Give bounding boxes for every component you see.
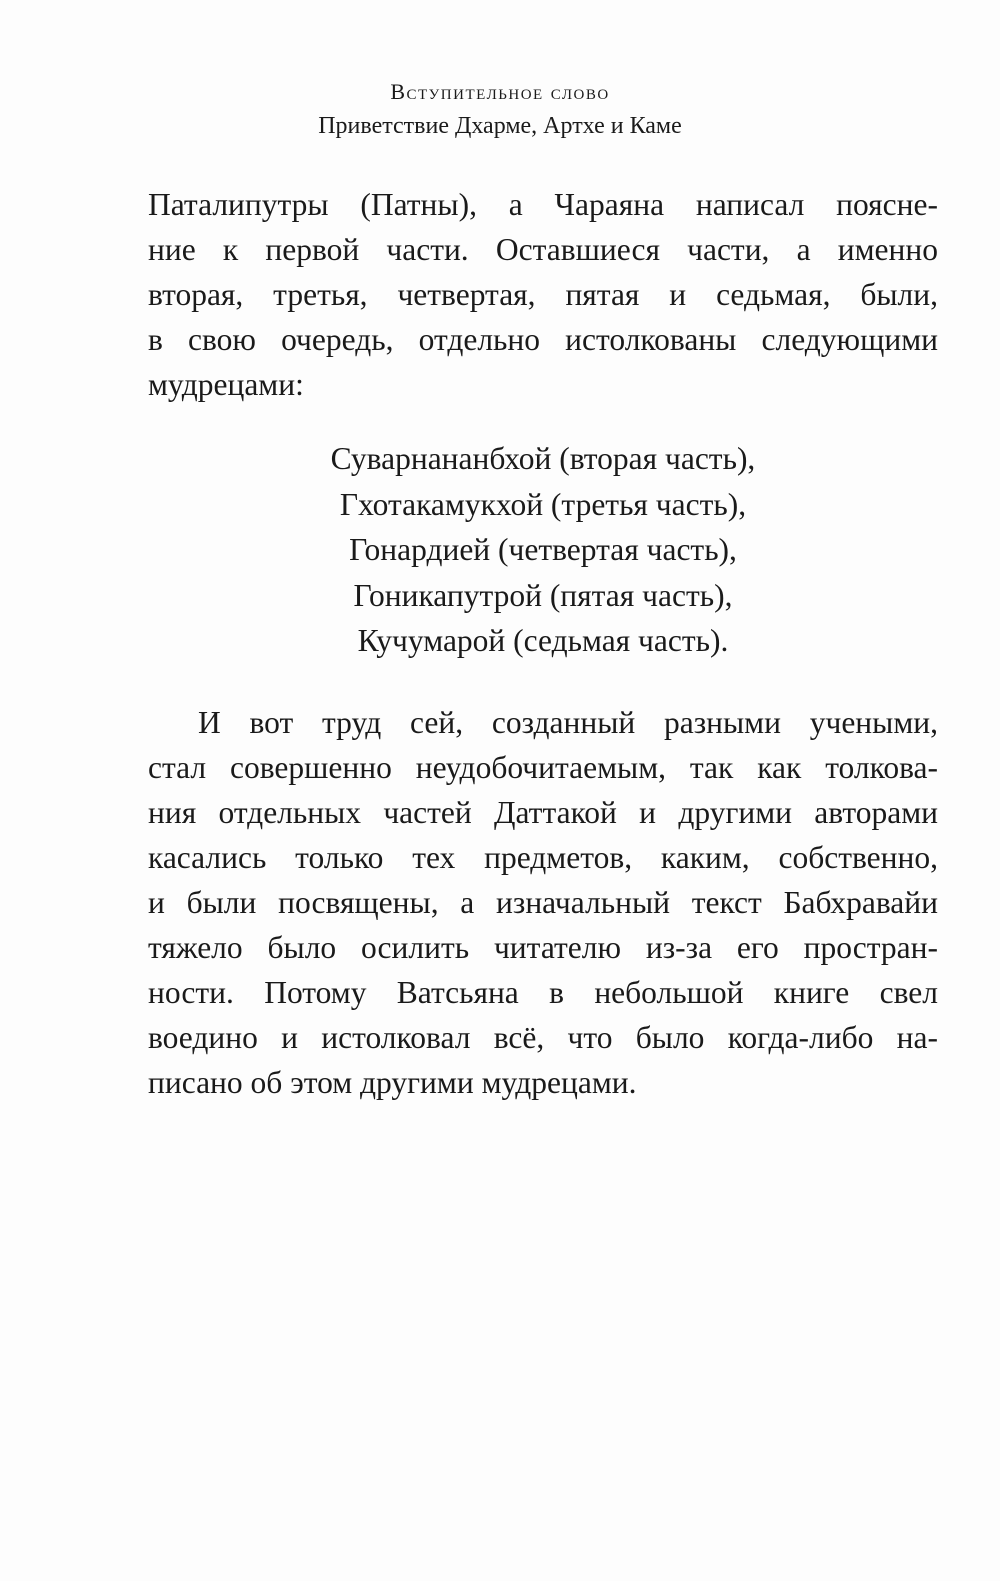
sages-list-item: Кучумарой (седьмая часть). [357, 623, 729, 658]
paragraph-line: Паталипутры (Патны), а Чараяна написал поясне- [148, 187, 938, 222]
paragraph-line: И вот труд сей, созданный разными учеными, [198, 705, 938, 740]
paragraph-line: стал совершенно неудобочитаемым, так как толкова- [148, 750, 938, 785]
paragraph-line: в свою очередь, отдельно истолкованы следующими [148, 322, 938, 357]
paragraph-line: писано об этом другими мудрецами. [148, 1065, 637, 1100]
paragraph-line: ние к первой части. Оставшиеся части, а именно [148, 232, 938, 267]
running-head-chapter: Приветствие Дхарме, Артхе и Каме [318, 113, 682, 139]
sages-list-item: Суварнананбхой (вторая часть), [330, 441, 756, 476]
paragraph-line: и были посвящены, а изначальный текст Бабхравайи [148, 885, 938, 920]
sages-list-item: Гонардией (четвертая часть), [349, 532, 737, 567]
running-head-section: Вступительное слово [390, 79, 610, 104]
paragraph-line: мудрецами: [148, 367, 304, 402]
paragraph-line: тяжело было осилить читателю из-за его простран- [148, 930, 938, 965]
paragraph-1 [148, 182, 938, 407]
paragraph-line: касались только тех предметов, каким, собственно, [148, 840, 938, 875]
sages-list-item: Гхотакамукхой (третья часть), [339, 486, 747, 522]
running-head [0, 76, 1000, 144]
paragraph-line: вторая, третья, четвертая, пятая и седьмая, были, [148, 277, 938, 312]
paragraph-line: ности. Потому Ватсьяна в небольшой книге свел [148, 975, 938, 1010]
paragraph-line: воедино и истолковал всё, что было когда-либо на- [148, 1020, 938, 1055]
sages-list-item: Гоникапутрой (пятая часть), [353, 577, 733, 613]
sages-list [148, 436, 938, 664]
paragraph-2 [148, 700, 938, 1105]
paragraph-line: ния отдельных частей Даттакой и другими авторами [148, 795, 938, 830]
